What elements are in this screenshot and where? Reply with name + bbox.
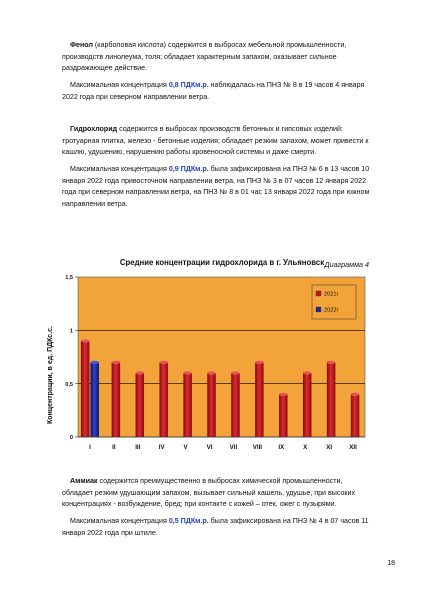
x-tick-label: VI	[206, 444, 213, 451]
bar-2021-top	[136, 371, 145, 374]
bar-2021	[327, 362, 336, 437]
x-tick-label: VIII	[252, 444, 263, 451]
bar-2021-top	[81, 339, 90, 342]
phenol-max-value: 0,8 ПДКм.р.	[168, 81, 209, 89]
hcl-term: Гидрохлорид	[70, 125, 118, 133]
y-tick-label: 1,5	[65, 275, 73, 282]
hcl-bar-chart	[30, 250, 400, 460]
bar-2021-top	[327, 361, 336, 364]
ammonia-max-paragraph	[62, 516, 372, 539]
bar-2021-top	[112, 361, 121, 364]
phenol-paragraph	[62, 40, 372, 75]
ammonia-max-pre: Максимальная концентрация	[70, 517, 169, 525]
legend-swatch	[316, 291, 321, 296]
bar-2022-top	[90, 361, 99, 364]
phenol-max-pre: Максимальная концентрация	[70, 81, 169, 89]
y-tick-label: 0,5	[65, 381, 73, 388]
bar-2021	[112, 362, 121, 437]
x-tick-label: III	[135, 444, 141, 451]
bar-2021	[279, 394, 288, 437]
bar-2021-top	[159, 361, 168, 364]
ammonia-paragraph	[62, 476, 372, 511]
bar-2021	[207, 373, 216, 437]
x-tick-label: II	[112, 444, 116, 451]
bar-2021	[303, 373, 312, 437]
ammonia-text: содержится преимущественно в выбросах химической промышленности, обладает резким удушающим запахом, вызывает сильный кашель, удушье, при высоких концентрациях - возбуждение, бред; при контакте с кожей – отек, ожег с пузырями.	[62, 477, 356, 509]
bar-2021	[136, 373, 145, 437]
x-tick-label: V	[183, 444, 188, 451]
x-tick-label: X	[303, 444, 308, 451]
bar-2021	[255, 362, 264, 437]
bar-2021	[351, 394, 360, 437]
x-tick-label: IV	[158, 444, 165, 451]
x-tick-label: XII	[349, 444, 357, 451]
bar-2021-top	[303, 371, 312, 374]
bar-2021-top	[183, 371, 192, 374]
ammonia-max-post: была зафиксирована на ПНЗ № 4 в 07 часов 11 января 2022 года при штиле.	[62, 517, 369, 537]
bar-2021	[231, 373, 240, 437]
x-tick-label: IX	[278, 444, 285, 451]
y-tick-label: 1	[69, 328, 73, 335]
bar-2021-top	[207, 371, 216, 374]
phenol-max-post: наблюдалась на ПНЗ № 8 в 19 часов 4 января 2022 года при северном направлении ветра.	[62, 81, 365, 101]
y-tick-label: 0	[69, 435, 73, 442]
ammonia-term: Аммиак	[70, 477, 98, 485]
x-tick-label: XI	[326, 444, 333, 451]
diagram-caption: Диаграмма 4	[324, 260, 369, 269]
bar-2021	[81, 341, 90, 437]
legend-label: 2022г	[324, 307, 339, 314]
bar-2021-top	[279, 393, 288, 396]
chart-title: Средние концентрации гидрохлорида в г. Ульяновск	[119, 258, 325, 267]
hcl-max-value: 0,9 ПДКм.р.	[168, 165, 209, 173]
hcl-max-pre: Максимальная концентрация	[70, 165, 169, 173]
phenol-text: (карболовая кислота) содержится в выбросах мебельной промышленности, производств линолеума, толя; обладает характерным запахом, оказывает сильное раздражающее действие.	[62, 41, 347, 73]
chart-y-axis-label: Концентрации, в ед. ПДКс.с.	[47, 326, 54, 424]
bar-2021	[159, 362, 168, 437]
x-tick-label: I	[89, 444, 91, 451]
hcl-paragraph	[62, 124, 372, 159]
hcl-max-post: была зафиксирована на ПНЗ № 6 в 13 часов 10 января 2022 года привосточном направлении ветра, на ПНЗ № 3 в 07 часов 12 января 2022 года при северном направлении ветра, на ПНЗ № 8 в 01 час 13 января 2022 года при южном направлении ветра.	[62, 165, 370, 208]
legend-box	[312, 285, 356, 319]
legend-swatch	[316, 307, 321, 312]
phenol-max-paragraph	[62, 80, 372, 103]
bar-2022	[90, 362, 99, 437]
x-tick-label: VII	[229, 444, 238, 451]
bar-2021-top	[255, 361, 264, 364]
hcl-text: содержится в выбросах производств бетонных и гипсовых изделий: тротуарная плитка, железо - бетонные изделия; обладает резким запахом, может привести к кашлю, удушению, нарушению работы кровеносной системы и даже смерти.	[62, 125, 369, 157]
bar-2021-top	[231, 371, 240, 374]
page-number: 18	[387, 560, 395, 567]
legend-label: 2021г	[324, 291, 339, 298]
ammonia-max-value: 0,5 ПДКм.р.	[168, 517, 209, 525]
phenol-term: Фенол	[70, 41, 93, 49]
bar-2021-top	[351, 393, 360, 396]
bar-2021	[183, 373, 192, 437]
hcl-max-paragraph	[62, 164, 372, 210]
